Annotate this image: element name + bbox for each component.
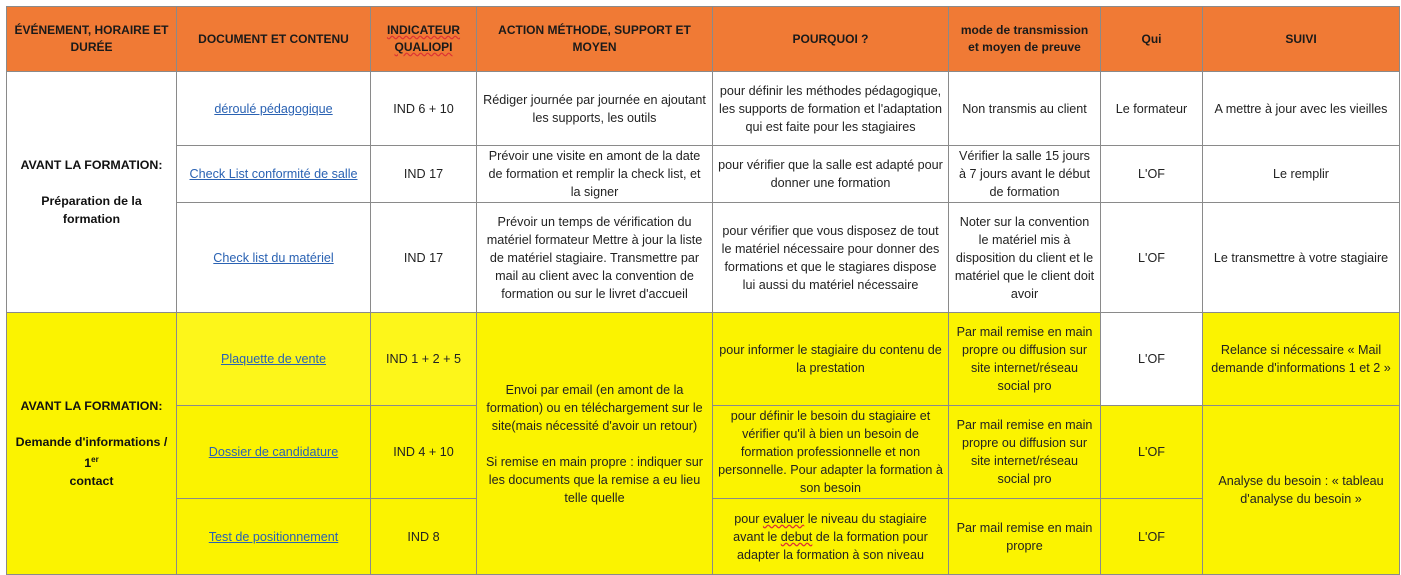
who-cell: L'OF (1101, 313, 1203, 406)
document-cell[interactable] (177, 313, 371, 406)
indicator-cell: IND 6 + 10 (371, 72, 477, 146)
mode-cell: Noter sur la convention le matériel mis à disposition du client et le matériel que le client doit avoir (949, 203, 1101, 313)
followup-cell: Le remplir (1203, 146, 1400, 203)
document-link-checklist-salle[interactable]: Check List conformité de salle (189, 167, 358, 181)
document-cell[interactable] (177, 72, 371, 146)
who-cell: L'OF (1101, 499, 1203, 575)
event-subtitle-a: Demande d'informations / 1 (15, 434, 168, 471)
table-row (7, 72, 1400, 146)
header-why: POURQUOI ? (713, 7, 949, 72)
followup-cell: A mettre à jour avec les vieilles (1203, 72, 1400, 146)
why-cell: pour evaluer le niveau du stagiaire avant le debut de la formation pour adapter la formation à son niveau (713, 499, 949, 575)
who-cell: L'OF (1101, 406, 1203, 499)
header-mode: mode de transmission et moyen de preuve (949, 7, 1101, 72)
why-cell: pour définir le besoin du stagiaire et vérifier qu'il à bien un besoin de formation professionnelle et non personnelle. Pour adapter la formation à son besoin (713, 406, 949, 499)
action-cell: Prévoir un temps de vérification du matériel formateur Mettre à jour la liste de matériel stagiaire. Transmettre par mail au client avec la convention de formation ou sur le livret d'accueil (477, 203, 713, 313)
header-action: ACTION MÉTHODE, SUPPORT ET MOYEN (477, 7, 713, 72)
followup-cell-shared: Analyse du besoin : « tableau d'analyse du besoin » (1203, 406, 1400, 575)
followup-cell: Relance si nécessaire « Mail demande d'informations 1 et 2 » (1203, 313, 1400, 406)
indicator-cell: IND 1 + 2 + 5 (371, 313, 477, 406)
action-cell-shared (477, 313, 713, 575)
header-indicator: INDICATEUR QUALIOPI (371, 7, 477, 72)
document-link-plaquette[interactable]: Plaquette de vente (220, 352, 327, 366)
who-cell: L'OF (1101, 146, 1203, 203)
who-cell: Le formateur (1101, 72, 1203, 146)
action-part2: Si remise en main propre : indiquer sur les documents que la remise a eu lieu telle quelle (486, 454, 703, 505)
header-row (7, 7, 1400, 72)
event-cell-demande (7, 313, 177, 575)
action-part1: Envoi par email (en amont de la formation) ou en téléchargement sur le site(mais nécessité d'avoir un retour) (486, 382, 703, 433)
indicator-cell: IND 8 (371, 499, 477, 575)
document-cell[interactable] (177, 499, 371, 575)
action-cell: Prévoir une visite en amont de la date de formation et remplir la check list, et la signer (477, 146, 713, 203)
table-row (7, 146, 1400, 203)
indicator-cell: IND 17 (371, 203, 477, 313)
document-link-checklist-materiel[interactable]: Check list du matériel (213, 250, 334, 265)
training-process-table (6, 6, 1400, 575)
who-cell: L'OF (1101, 203, 1203, 313)
why-cell: pour informer le stagiaire du contenu de la prestation (713, 313, 949, 406)
table-row (7, 313, 1400, 406)
header-event: ÉVÉNEMENT, HORAIRE ET DURÉE (7, 7, 177, 72)
document-link-test[interactable]: Test de positionnement (208, 529, 339, 544)
indicator-cell: IND 17 (371, 146, 477, 203)
event-subtitle-sup: er (91, 454, 99, 464)
mode-cell: Par mail remise en main propre ou diffusion sur site internet/réseau social pro (949, 406, 1101, 499)
document-link-dossier[interactable]: Dossier de candidature (208, 445, 339, 459)
mode-cell: Vérifier la salle 15 jours à 7 jours avant le début de formation (949, 146, 1101, 203)
event-cell-preparation (7, 72, 177, 313)
action-cell: Rédiger journée par journée en ajoutant les supports, les outils (477, 72, 713, 146)
mode-cell: Par mail remise en main propre ou diffusion sur site internet/réseau social pro (949, 313, 1101, 406)
indicator-cell: IND 4 + 10 (371, 406, 477, 499)
header-document: DOCUMENT ET CONTENU (177, 7, 371, 72)
why-cell: pour vérifier que la salle est adapté pour donner une formation (713, 146, 949, 203)
table-row (7, 203, 1400, 313)
event-title: AVANT LA FORMATION: (20, 158, 163, 172)
mode-cell: Par mail remise en main propre (949, 499, 1101, 575)
document-cell[interactable] (177, 203, 371, 313)
why-cell: pour vérifier que vous disposez de tout le matériel nécessaire pour donner des formations et que le stagiares dispose lui aussi du matériel nécessaire (713, 203, 949, 313)
event-title: AVANT LA FORMATION: (20, 398, 163, 413)
event-subtitle: Préparation de la formation (41, 194, 142, 226)
mode-cell: Non transmis au client (949, 72, 1101, 146)
event-subtitle-b: contact (69, 474, 114, 489)
followup-cell: Le transmettre à votre stagiaire (1203, 203, 1400, 313)
header-followup: SUIVI (1203, 7, 1400, 72)
document-link-deroule[interactable]: déroulé pédagogique (214, 101, 333, 116)
training-process-table-container (6, 6, 1400, 575)
why-cell: pour définir les méthodes pédagogique, les supports de formation et l'adaptation qui est faite pour les stagiaires (713, 72, 949, 146)
document-cell[interactable] (177, 146, 371, 203)
header-who: Qui (1101, 7, 1203, 72)
document-cell[interactable] (177, 406, 371, 499)
